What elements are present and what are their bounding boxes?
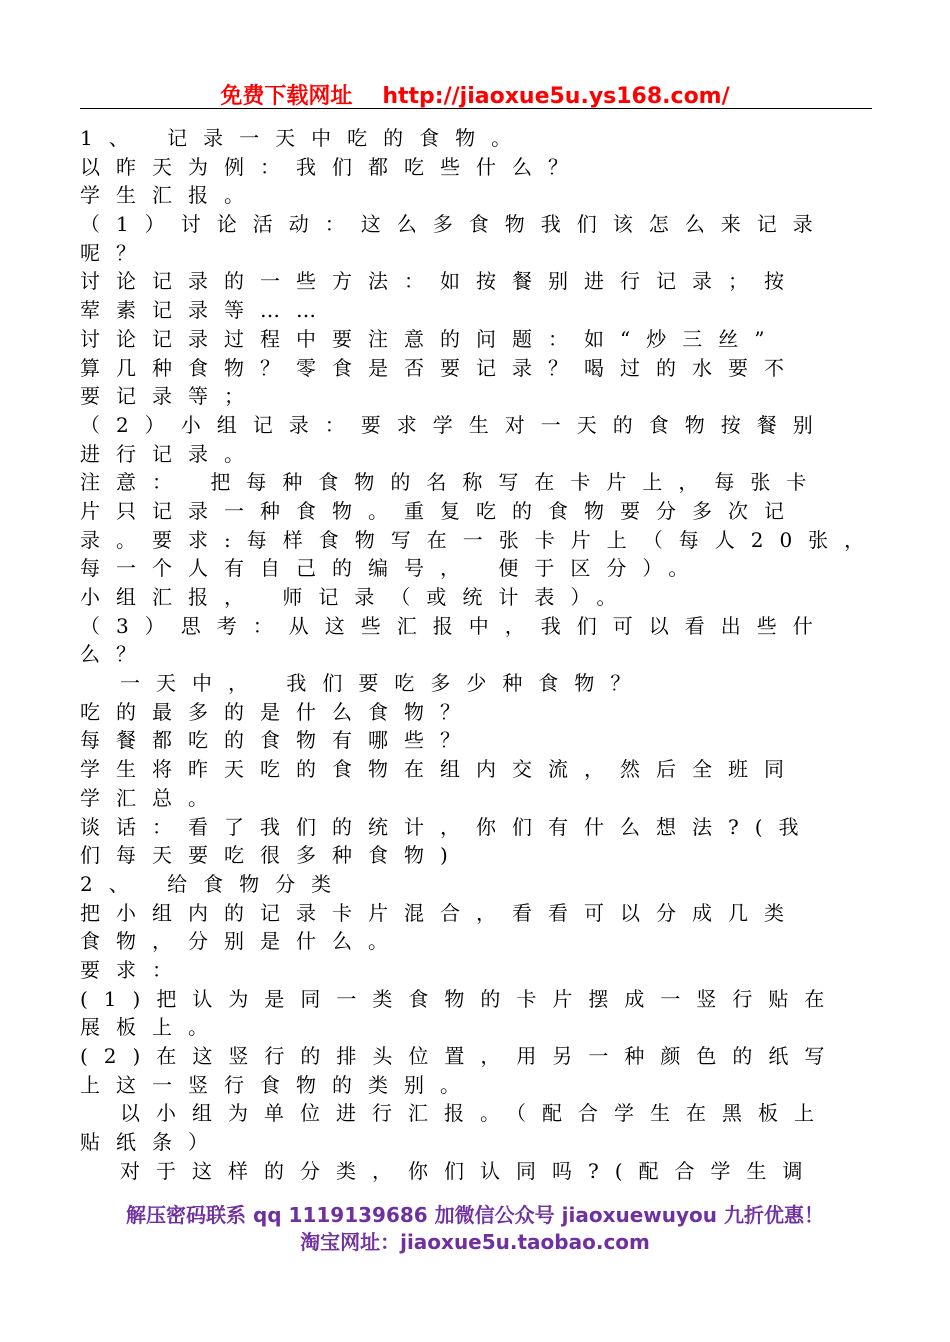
text-line: 学汇总。 bbox=[80, 785, 224, 810]
text-line: 学生汇报。 bbox=[80, 183, 260, 208]
text-line: 算几种食物？零食是否要记录？喝过的水要不 bbox=[80, 355, 800, 380]
text-line: 荤素记录等…… bbox=[80, 298, 332, 323]
text-line: 么？ bbox=[80, 642, 152, 667]
text-line: 进行记录。 bbox=[80, 441, 260, 466]
text-line: 每一个人有自己的编号， 便于区分）。 bbox=[80, 556, 705, 581]
text-line: 学生将昨天吃的食物在组内交流，然后全班同 bbox=[80, 757, 800, 782]
header-label: 免费下载网址 bbox=[220, 84, 353, 109]
text-line: 食物，分别是什么。 bbox=[80, 929, 404, 954]
text-line: 对于这样的分类，你们认同吗?(配合学生调 bbox=[120, 1158, 819, 1183]
text-line: （3）思考：从这些汇报中，我们可以看出些什 bbox=[80, 613, 829, 638]
text-line: 讨论记录过程中要注意的问题：如“炒三丝” bbox=[80, 326, 781, 351]
text-line: 吃的最多的是什么食物？ bbox=[80, 699, 476, 724]
text-line: 以小组为单位进行汇报。（配合学生在黑板上 bbox=[120, 1101, 830, 1126]
text-line: 1、 记录一天中吃的食物。 bbox=[80, 126, 528, 150]
text-line: 上这一竖行食物的类别。 bbox=[80, 1072, 476, 1097]
text-line: (1)把认为是同一类食物的卡片摆成一竖行贴在 bbox=[80, 986, 841, 1011]
text-line: 谈话：看了我们的统计，你们有什么想法?(我 bbox=[80, 814, 815, 839]
header-url-link[interactable]: http://jiaoxue5u.ys168.com/ bbox=[382, 84, 730, 109]
text-line: 贴纸条） bbox=[80, 1130, 224, 1155]
header-divider bbox=[80, 108, 872, 109]
text-line: 注意： 把每种食物的名称写在卡片上，每张卡 bbox=[80, 470, 823, 495]
text-line: 们每天要吃很多种食物) bbox=[80, 843, 464, 868]
text-line: 把小组内的记录卡片混合，看看可以分成几类 bbox=[80, 900, 800, 925]
text-line: 呢？ bbox=[80, 240, 152, 265]
text-line: 要记录等； bbox=[80, 384, 260, 409]
text-line: 以昨天为例：我们都吃些什么？ bbox=[80, 154, 584, 179]
footer-shop-link[interactable]: 淘宝网址：jiaoxue5u.taobao.com bbox=[300, 1230, 650, 1254]
text-line: 要求： bbox=[80, 957, 188, 982]
text-line: 每餐都吃的食物有哪些？ bbox=[80, 728, 476, 753]
download-header bbox=[80, 79, 870, 110]
text-line: 一天中， 我们要吃多少种食物？ bbox=[120, 671, 647, 696]
text-line: （1）讨论活动：这么多食物我们该怎么来记录 bbox=[80, 212, 829, 237]
text-line: 展板上。 bbox=[80, 1015, 224, 1040]
text-line: 小组汇报， 师记录（或统计表）。 bbox=[80, 585, 633, 609]
text-line: 讨论记录的一些方法：如按餐别进行记录；按 bbox=[80, 269, 800, 294]
footer-contact: 解压密码联系 qq 1119139686 加微信公众号 jiaoxuewuyou 九折优惠！ bbox=[126, 1203, 824, 1227]
text-line: 录。要求:每样食物写在一张卡片上（每人20张， bbox=[80, 527, 880, 552]
text-line: （2）小组记录：要求学生对一天的食物按餐别 bbox=[80, 412, 829, 437]
text-line: 片只记录一种食物。重复吃的食物要分多次记 bbox=[80, 498, 800, 523]
text-line: (2)在这竖行的排头位置，用另一种颜色的纸写 bbox=[80, 1044, 841, 1068]
text-line: 2、 给食物分类 bbox=[80, 871, 348, 896]
lesson-body bbox=[80, 124, 880, 1185]
